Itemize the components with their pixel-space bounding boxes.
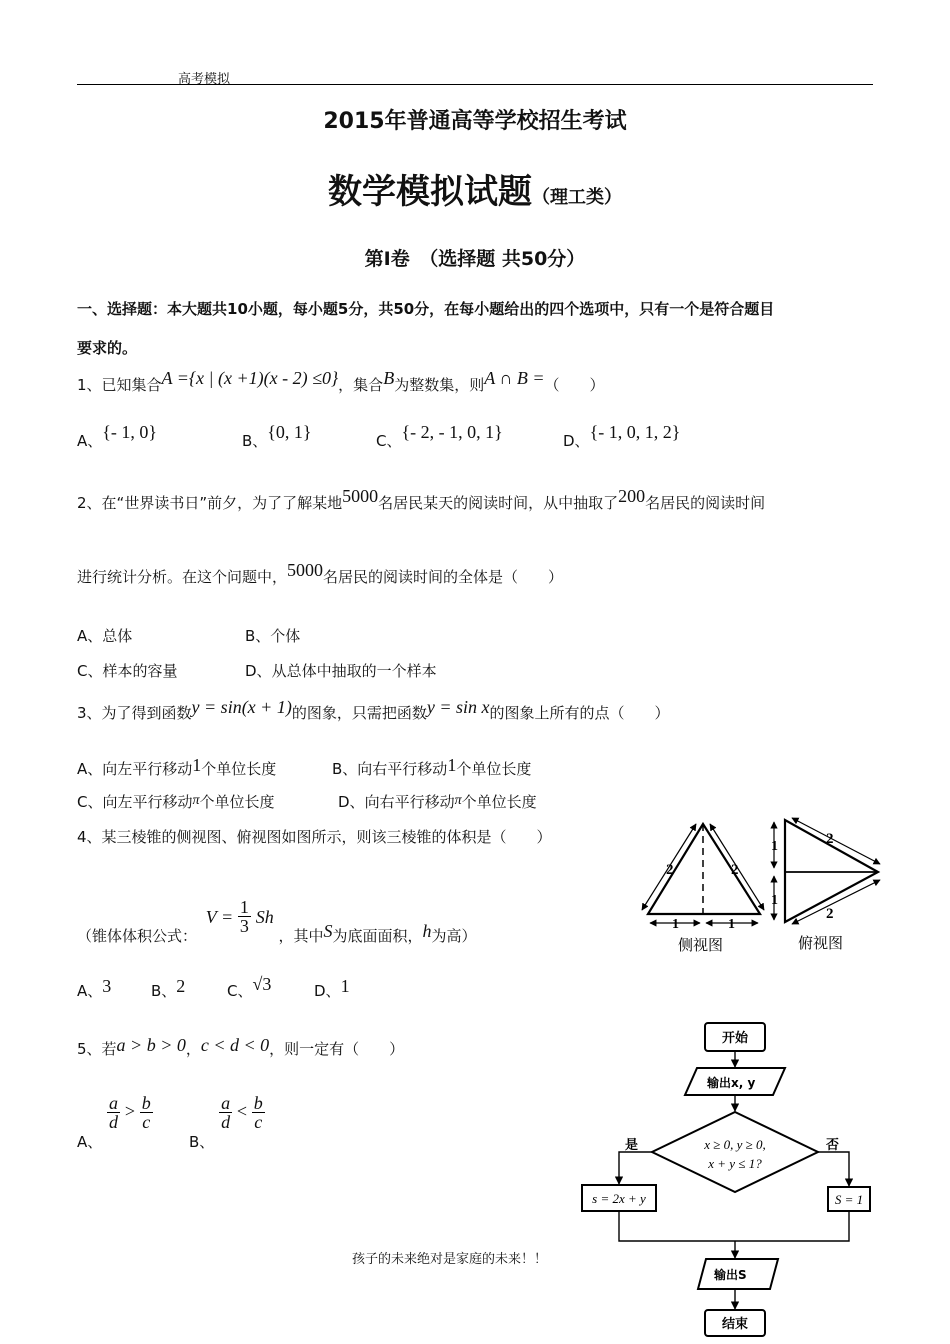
q4-option-b [151,976,186,1001]
fraction-numerator: b [253,1093,263,1113]
option-label: C、 [77,793,103,811]
top-label-hyp-lower: 2 [826,906,834,922]
q4-option-a [77,976,112,1001]
flow-no-box-label: S = 1 [834,1192,864,1207]
fraction-numerator: 1 [239,897,249,917]
option-label: A、 [77,1133,103,1151]
q4-text: 为底面面积， [332,927,423,945]
page-footer: 孩子的未来绝对是家庭的未来！！ [352,1251,548,1266]
q4-text: 为高） [431,927,477,945]
side-view-caption: 侧视图 [678,936,724,954]
question-2-line2 [77,560,564,587]
option-value: 1 [340,976,350,996]
q5-option-a [77,1093,153,1151]
option-value: 1 [192,755,202,775]
fraction-numerator: a [221,1093,231,1113]
flow-yes-label: 是 [625,1138,639,1153]
q2-number: 5000 [287,560,324,580]
question-1-stem [77,368,605,395]
q5-text: ， [185,1040,201,1058]
fraction-numerator: a [109,1093,119,1113]
top-label-upper: 1 [771,839,778,854]
q2-text: 名居民的阅读时间的全体是（ ） [323,568,564,586]
q4-formula-line [77,888,477,945]
side-label-left: 2 [666,862,674,878]
q4-option-c [227,974,272,1001]
q4-figure [630,810,890,960]
q3-text: 的图象，只需把函数 [291,704,427,722]
fraction-a-over-d [107,1094,120,1131]
fraction-numerator: b [141,1093,151,1113]
side-label-right: 2 [731,862,739,878]
q2-option-a [77,625,132,646]
option-value: 从总体中抽取的一个样本 [271,662,437,680]
q4-text: （锥体体积公式： [77,927,198,945]
formula-fraction [238,898,251,935]
top-view-caption: 俯视图 [798,934,844,952]
side-label-base-left: 1 [672,917,679,932]
q3-text: 3、为了得到函数 [77,704,192,722]
option-text: 个单位长度 [461,793,537,811]
top-label-lower: 1 [771,893,778,908]
option-value: {- 2, - 1, 0, 1} [401,422,503,442]
formula-h: h [422,921,432,941]
q2-text: 名居民某天的阅读时间，从中抽取了 [378,494,619,512]
q1-option-d [563,422,681,451]
side-view-triangle [642,824,764,954]
q5-condition-2: c < d < 0 [200,1035,270,1055]
option-label: D、 [338,793,365,811]
option-text: 个单位长度 [456,760,532,778]
question-4-stem: 4、某三棱锥的侧视图、俯视图如图所示，则该三棱锥的体积是（ ） [77,828,552,846]
option-label: D、 [563,432,590,450]
option-value: 样本的容量 [102,662,178,680]
q1-option-b [242,422,312,451]
option-text: 向左平行移动 [102,760,193,778]
fraction-denominator: 3 [239,916,249,936]
option-value: {0, 1} [267,422,312,442]
flow-input-label: 输出x, y [707,1076,756,1090]
option-text: 个单位长度 [199,793,275,811]
q5-option-b [189,1093,265,1151]
option-value: {- 1, 0, 1, 2} [589,422,681,442]
q2-number: 5000 [342,486,379,506]
q4-option-d [314,976,350,1001]
option-text: 向右平行移动 [364,793,455,811]
q5-condition-1: a > b > 0 [116,1035,186,1055]
fraction-b-over-c [252,1094,265,1131]
option-value: π [192,793,200,808]
fraction-b-over-c [140,1094,153,1131]
q2-option-c [77,660,178,681]
side-label-base-right: 1 [728,917,735,932]
exam-title: 2015年普通高等学校招生考试 [323,109,627,134]
option-value: π [454,793,462,808]
formula-s: S [323,921,333,941]
q5-text: ，则一定有（ ） [269,1040,405,1058]
option-label: C、 [227,982,253,1000]
option-value: √3 [252,974,272,994]
flow-yes-box-label: s = 2x + y [592,1191,646,1206]
fraction-a-over-d [219,1094,232,1131]
comparison-operator: > [124,1101,135,1121]
option-label: B、 [242,432,268,450]
flow-no-label: 否 [826,1138,840,1153]
flow-condition-line2: x + y ≤ 1? [708,1156,762,1171]
q5-text: 5、若 [77,1040,117,1058]
top-label-hyp-upper: 2 [826,831,834,847]
option-label: C、 [376,432,402,450]
q2-text: 进行统计分析。在这个问题中， [77,568,288,586]
q1-set-b: B [383,368,395,388]
part-title: 第Ⅰ卷 （选择题 共50分） [364,248,586,270]
formula-lhs: V = [205,907,234,927]
flowchart [570,1015,890,1340]
q2-option-d [245,660,437,681]
q1-set-a: A ={x | (x +1)(x - 2) ≤0} [161,368,339,388]
option-text: 个单位长度 [201,760,277,778]
q1-option-c [376,422,503,451]
fraction-denominator: c [142,1112,151,1132]
q4-text: ，其中 [278,927,324,945]
q3-option-d [338,791,537,812]
q1-option-a [77,422,158,451]
option-label: B、 [189,1133,215,1151]
comparison-operator: < [236,1101,248,1121]
top-view-triangle [771,818,880,952]
option-value: {- 1, 0} [102,422,158,442]
option-text: 向右平行移动 [357,760,448,778]
q3-option-b [332,755,532,779]
option-label: A、 [77,432,103,450]
option-label: C、 [77,662,103,680]
flow-start-label: 开始 [722,1031,749,1046]
option-text: 向左平行移动 [102,793,193,811]
option-value: 个体 [270,627,301,645]
fraction-denominator: d [221,1112,231,1132]
q2-text: 2、在“世界读书日”前夕，为了了解某地 [77,494,343,512]
option-label: B、 [245,627,271,645]
option-label: A、 [77,760,103,778]
q1-expr: A ∩ B = [484,368,545,388]
option-value: 1 [447,755,457,775]
q2-option-b [245,625,300,646]
subject-title: 数学模拟试题 [328,172,532,212]
q1-text-c: 为整数集，则 [394,376,485,394]
q3-option-a [77,755,277,779]
section-intro-line2: 要求的。 [77,339,138,357]
question-2-line1 [77,486,766,513]
fraction-denominator: d [109,1112,119,1132]
section-intro-line1: 一、选择题：本大题共10小题，每小题5分，共50分，在每小题给出的四个选项中，只有一个是符合题目 [77,300,775,318]
q2-text: 名居民的阅读时间 [645,494,766,512]
q1-text: 1、已知集合 [77,376,162,394]
flow-output-label: 输出S [714,1268,747,1282]
page-header: 高考模拟 [178,72,231,87]
subject-title-row [0,164,950,213]
option-value: 3 [102,976,112,996]
q3-function-2: y = sin x [426,697,490,717]
q2-number: 200 [618,486,646,506]
header-rule [77,84,873,85]
q3-text: 的图象上所有的点（ ） [489,704,670,722]
q3-function-1: y = sin(x + 1) [191,697,292,717]
option-label: D、 [245,662,272,680]
option-value: 总体 [102,627,133,645]
flow-end-label: 结束 [722,1317,749,1332]
subject-type: （理工类） [532,187,622,208]
option-label: D、 [314,982,341,1000]
flow-decision-box [652,1112,818,1192]
option-label: B、 [332,760,358,778]
q1-text-d: （ ） [544,376,605,394]
option-label: B、 [151,982,177,1000]
formula-rhs: Sh [255,907,274,927]
option-label: A、 [77,982,103,1000]
option-value: 2 [176,976,186,996]
fraction-denominator: c [254,1112,263,1132]
option-label: A、 [77,627,103,645]
q1-text-b: ，集合 [338,376,384,394]
question-5-stem [77,1035,405,1059]
question-3-stem [77,697,670,723]
flow-condition-line1: x ≥ 0, y ≥ 0, [704,1137,766,1152]
q3-option-c [77,791,275,812]
